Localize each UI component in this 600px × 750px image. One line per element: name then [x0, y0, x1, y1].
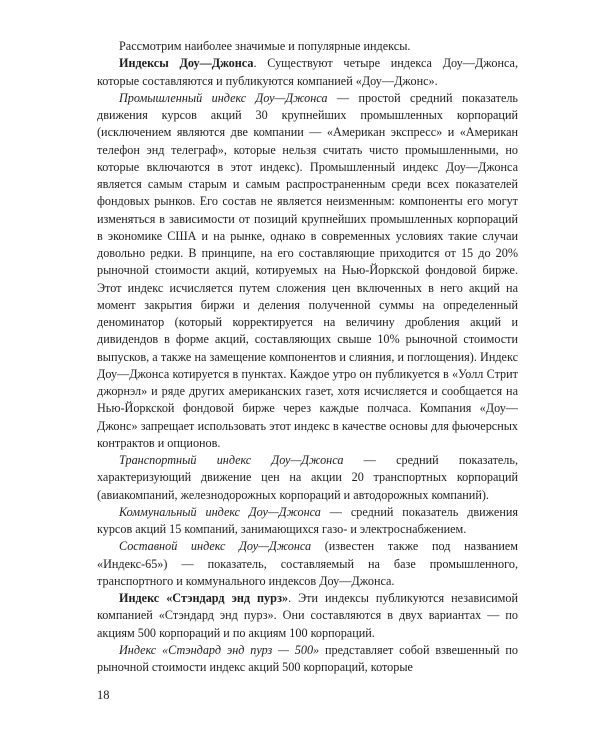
paragraph-composite-index: [97, 538, 518, 590]
paragraph-utility-index: [97, 504, 518, 539]
paragraph-utility-index-text: — средний показатель движения курсов акций 15 компаний, занимающихся газо- и электроснабжением.: [97, 504, 518, 536]
paragraph-dow-jones-indexes: [97, 55, 518, 90]
term-utility-index: Коммунальный индекс Доу—Джонса: [119, 504, 321, 519]
paragraph-intro: [97, 38, 518, 55]
paragraph-transport-index-text: — средний показатель, характеризующий движение цен на акции 20 транспортных корпораций (авиакомпаний, железнодорожных корпораций и автодорожных компаний).: [97, 453, 518, 502]
document-body: [97, 38, 518, 676]
paragraph-industrial-index-text: — простой средний показатель движения курсов акций 30 крупнейших промышленных корпораций (исключением являются две компании — «Американ экспресс» и «Американ телефон энд телеграф», которые нельзя считать чисто промышленными, но которые включаются в этот индекс). Промышленный индекс Доу—Джонса является самым старым и самым распространенным среди всех показателей фондовых рынков. Его состав не является неизменным: компоненты его могут изменяться в зависимости от позиций крупнейших промышленных корпораций в экономике США и на рынке, однако в современных условиях такие случаи довольно редки. В принципе, на его составляющие приходится от 15 до 20% рыночной стоимости акций, котируемых на Нью-Йоркской фондовой бирже. Этот индекс исчисляется путем сложения цен включенных в него акций на момент закрытия биржи и деления полученной суммы на определенный деноминатор (который корректируется на величину дробления акций и дивидендов в форме акций, составляющих свыше 10% рыночной стоимости выпусков, а также на замещение компонентов и слияния, и поглощения). Индекс Доу—Джонса котируется в пунктах. Каждое утро он публикуется в «Уолл Стрит джорнэл» и ряде других американских газет, хотя исчисляется и сообщается на Нью-Йоркской фондовой бирже через каждые полчаса. Компания «Доу—Джонс» запрещает использовать этот индекс в качестве основы для фьючерсных контрактов и опционов.: [97, 90, 518, 450]
paragraph-sp500-text: представляет собой взвешенный по рыночной стоимости индекс акций 500 корпораций, которые: [97, 642, 518, 674]
paragraph-sp-indexes: [97, 590, 518, 642]
term-industrial-index: Промышленный индекс Доу—Джонса: [119, 90, 328, 105]
paragraph-dow-jones-indexes-text: . Существуют четыре индекса Доу—Джонса, которые составляются и публикуются компанией «Доу—Джонс».: [97, 56, 518, 88]
paragraph-transport-index: [97, 452, 518, 504]
paragraph-industrial-index: [97, 90, 518, 452]
term-transport-index: Транспортный индекс Доу—Джонса: [119, 453, 344, 467]
section-heading-dow-jones: Индексы Доу—Джонса: [119, 56, 254, 71]
paragraph-sp-indexes-text: . Эти индексы публикуются независимой компанией «Стэндард энд пурз». Они составляются в двух вариантах — по акциям 500 корпораций и по акциям 100 корпораций.: [97, 591, 518, 640]
section-heading-sp: Индекс «Стэндард энд пурз»: [119, 591, 289, 605]
paragraph-intro-text: Рассмотрим наиболее значимые и популярные индексы.: [119, 39, 411, 53]
term-sp500: Индекс «Стэндард энд пурз — 500»: [119, 642, 320, 657]
paragraph-sp500: [97, 642, 518, 677]
term-composite-index: Составной индекс Доу—Джонса: [119, 539, 312, 554]
paragraph-composite-index-text: (известен также под названием «Индекс-65») — показатель, составляемый на базе промышленного, транспортного и коммунального индексов Доу—Джонса.: [97, 539, 518, 588]
page-number: 18: [97, 688, 110, 702]
